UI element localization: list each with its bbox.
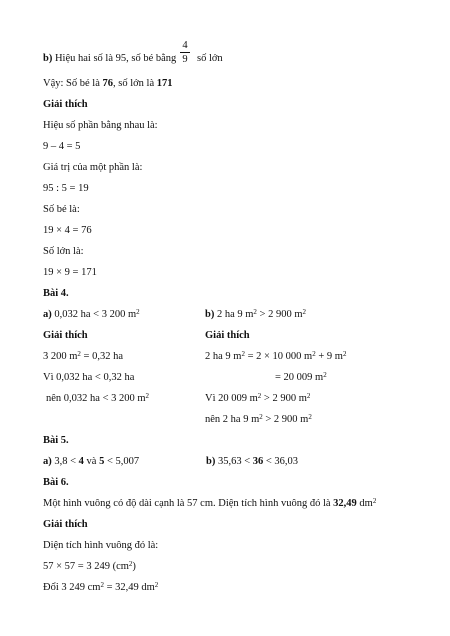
exercise-4b <box>205 308 306 321</box>
exercise-4b-label: b) <box>205 309 215 320</box>
exercise-6-explanation-heading: Giải thích <box>43 519 88 530</box>
fraction-numerator: 4 <box>182 40 188 51</box>
question-text: Một hình vuông có độ dài cạnh là 57 cm. Diện tích hình vuông đó là <box>43 498 334 509</box>
exercise-4a-step-3 <box>46 392 149 405</box>
question-unit: dm <box>356 498 373 509</box>
superscript: 2 <box>154 581 159 589</box>
answer-large-number: 171 <box>156 78 173 89</box>
exercise-6-step-1: Diện tích hình vuông đó là: <box>43 540 159 551</box>
exercise-6-question <box>43 497 376 510</box>
exercise-4a-explanation-heading: Giải thích <box>43 330 88 341</box>
exercise-6-step-3 <box>43 581 158 594</box>
answer-value: 36 <box>252 456 264 467</box>
explanation-line: 95 : 5 = 19 <box>43 183 89 194</box>
explanation-line: 19 × 9 = 171 <box>43 267 97 278</box>
step-text: < 5,007 <box>104 456 140 467</box>
exercise-6-step-2 <box>43 560 136 573</box>
answer-line <box>43 77 173 90</box>
answer-value: 4 <box>78 456 84 467</box>
step-text: 3 200 m <box>43 351 78 362</box>
superscript: 2 <box>372 497 377 505</box>
exercise-4b-step-4 <box>205 413 312 426</box>
step-text: Vì 20 009 m <box>205 393 258 404</box>
explanation-line: 9 – 4 = 5 <box>43 141 81 152</box>
exercise-5b-label: b) <box>206 456 216 467</box>
step-text: ) <box>132 561 136 572</box>
explanation-heading: Giải thích <box>43 99 88 110</box>
superscript: 2 <box>77 350 81 358</box>
step-text: = 0,32 ha <box>80 351 124 362</box>
exercise-5-title: Bài 5. <box>43 435 69 446</box>
step-text: nên 2 ha 9 m <box>205 414 260 425</box>
exercise-4a <box>43 308 140 321</box>
exercise-6-title: Bài 6. <box>43 477 69 488</box>
superscript: 2 <box>259 413 263 421</box>
superscript: 2 <box>128 560 133 568</box>
step-text: = 32,49 dm <box>103 582 155 593</box>
superscript: 2 <box>145 392 150 400</box>
step-text: = 20 009 m <box>275 372 324 383</box>
answer-middle: , số lớn là <box>113 78 157 89</box>
superscript: 2 <box>323 371 327 379</box>
step-text: Đổi 3 249 cm <box>43 582 101 593</box>
superscript: 2 <box>308 413 312 421</box>
exercise-4b-text: 2 ha 9 m <box>214 309 254 320</box>
step-text: 2 ha 9 m <box>205 351 242 362</box>
superscript: 2 <box>312 350 316 358</box>
step-text: nên 0,032 ha < 3 200 m <box>46 393 146 404</box>
superscript: 2 <box>257 392 262 400</box>
exercise-4b-step-1 <box>205 350 346 363</box>
fraction-denominator: 9 <box>182 54 188 65</box>
superscript: 2 <box>253 308 257 316</box>
step-text: > 2 900 m <box>261 393 307 404</box>
superscript: 2 <box>100 581 104 589</box>
step-text: = 2 × 10 000 m <box>244 351 313 362</box>
explanation-line: Giá trị của một phần là: <box>43 162 143 173</box>
exercise-4b-explanation-heading: Giải thích <box>205 330 250 341</box>
exercise-4b-text2: > 2 900 m <box>256 309 303 320</box>
exercise-4-title: Bài 4. <box>43 288 69 299</box>
answer-small-number: 76 <box>102 78 113 89</box>
explanation-line: Hiệu số phần bằng nhau là: <box>43 120 158 131</box>
explanation-line: Số bé là: <box>43 204 80 215</box>
step-text: + 9 m <box>315 351 343 362</box>
exercise-4b-step-3 <box>205 392 310 405</box>
step-text: < 36,03 <box>263 456 299 467</box>
superscript: 2 <box>342 350 347 358</box>
exercise-5a-label: a) <box>43 456 52 467</box>
exercise-5b <box>206 455 298 468</box>
exercise-5a <box>43 455 139 468</box>
step-text: 3,8 < <box>51 456 79 467</box>
superscript: 2 <box>136 308 140 316</box>
step-text: 35,63 < <box>215 456 253 467</box>
fraction-bar <box>180 52 190 53</box>
exercise-4a-label: a) <box>43 309 52 320</box>
superscript: 2 <box>302 308 307 316</box>
answer-value: 5 <box>99 456 105 467</box>
exercise-4a-step-1 <box>43 350 123 363</box>
step-text: 57 × 57 = 3 249 (cm <box>43 561 129 572</box>
step-text: và <box>83 456 100 467</box>
exercise-4a-text: 0,032 ha < 3 200 m <box>51 309 137 320</box>
explanation-line: 19 × 4 = 76 <box>43 225 92 236</box>
exercise-4b-step-2 <box>275 371 327 384</box>
part-b-text: Hiệu hai số là 95, số bé bằng <box>52 53 177 64</box>
superscript: 2 <box>241 350 245 358</box>
part-b-line <box>43 52 176 65</box>
superscript: 2 <box>306 392 311 400</box>
answer-prefix: Vậy: Số bé là <box>43 78 103 89</box>
answer-value: 32,49 <box>333 498 357 509</box>
part-b-suffix: số lớn <box>197 53 223 64</box>
fraction-four-ninths <box>180 40 190 65</box>
explanation-line: Số lớn là: <box>43 246 84 257</box>
step-text: > 2 900 m <box>262 414 309 425</box>
exercise-4a-step-2: Vì 0,032 ha < 0,32 ha <box>43 372 135 383</box>
part-b-label: b) <box>43 53 53 64</box>
